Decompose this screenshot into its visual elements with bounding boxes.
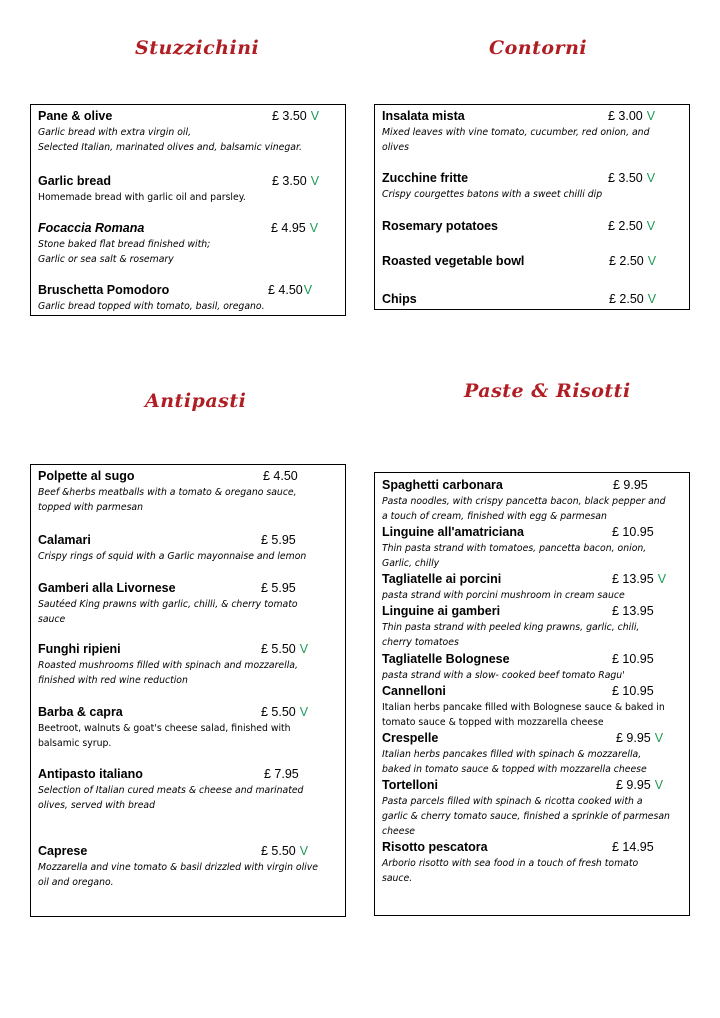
item-price: £ 3.50 V xyxy=(272,174,320,188)
item-name: Roasted vegetable bowl xyxy=(382,254,525,268)
vegetarian-mark: V xyxy=(646,109,656,123)
vegetarian-mark: V xyxy=(646,219,656,233)
item-description: Italian herbs pancake filled with Bolognese sauce & baked in tomato sauce & topped with mozzarella cheese xyxy=(382,702,665,728)
item-name: Calamari xyxy=(38,533,91,547)
menu-item xyxy=(382,291,683,307)
item-price: £ 4.95 V xyxy=(271,221,319,235)
menu-item xyxy=(382,839,683,886)
vegetarian-mark: V xyxy=(310,109,320,123)
item-description: pasta strand with a slow- cooked beef tomato Ragu' xyxy=(382,670,625,681)
item-price: £ 14.95 xyxy=(612,840,654,854)
item-price: £ 2.50 V xyxy=(609,292,657,306)
menu-item xyxy=(382,170,683,202)
item-name: Gamberi alla Livornese xyxy=(38,581,176,595)
item-description: Crispy courgettes batons with a sweet chilli dip xyxy=(382,189,603,200)
menu-item xyxy=(382,777,683,839)
item-name: Barba & capra xyxy=(38,705,123,719)
item-description: Mozzarella and vine tomato & basil drizzled with virgin olive oil and oregano. xyxy=(38,862,318,889)
item-price: £ 5.50 V xyxy=(261,844,309,858)
menu-item xyxy=(38,282,339,314)
vegetarian-mark: V xyxy=(647,292,657,306)
item-name: Chips xyxy=(382,292,417,306)
item-price: £ 13.95 xyxy=(612,604,654,618)
item-description: Sautéed King prawns with garlic, chilli, & cherry tomato sauce xyxy=(38,599,298,626)
menu-item xyxy=(382,218,683,234)
menu-item xyxy=(382,571,683,603)
item-name: Tagliatelle Bolognese xyxy=(382,652,510,666)
menu-item xyxy=(38,468,339,516)
menu-item xyxy=(38,173,339,205)
item-description: Beetroot, walnuts & goat's cheese salad, finished with balsamic syrup. xyxy=(38,723,291,750)
item-description: Garlic bread topped with tomato, basil, oregano. xyxy=(38,301,265,312)
item-description: Thin pasta strand with tomatoes, pancetta bacon, onion, Garlic, chilly xyxy=(382,543,647,569)
item-price: £ 5.95 xyxy=(261,533,296,547)
item-description: pasta strand with porcini mushroom in cream sauce xyxy=(382,590,625,601)
item-name: Risotto pescatora xyxy=(382,840,488,854)
item-price: £ 10.95 xyxy=(612,684,654,698)
item-name: Cannelloni xyxy=(382,684,446,698)
item-name: Spaghetti carbonara xyxy=(382,478,503,492)
item-name: Insalata mista xyxy=(382,109,465,123)
vegetarian-mark: V xyxy=(647,254,657,268)
menu-item xyxy=(38,220,339,268)
item-price: £ 2.50 V xyxy=(608,219,656,233)
item-price: £ 10.95 xyxy=(612,525,654,539)
item-name: Tagliatelle ai porcini xyxy=(382,572,502,586)
menu-item xyxy=(382,524,683,571)
item-description: Garlic bread with extra virgin oil, Selected Italian, marinated olives and, balsamic vinegar. xyxy=(38,127,302,154)
stuzzichini-menu-box xyxy=(30,104,346,316)
vegetarian-mark: V xyxy=(303,283,313,297)
item-description: Pasta parcels filled with spinach & ricotta cooked with a garlic & cherry tomato sauce, finished a sprinkle of parmesan cheese xyxy=(382,796,670,837)
menu-item xyxy=(382,108,683,156)
menu-item xyxy=(382,253,683,269)
vegetarian-mark: V xyxy=(654,778,664,792)
vegetarian-mark: V xyxy=(299,642,309,656)
menu-item xyxy=(38,704,339,752)
item-name: Funghi ripieni xyxy=(38,642,121,656)
item-price: £ 3.50 V xyxy=(272,109,320,123)
item-description: Beef &herbs meatballs with a tomato & oregano sauce, topped with parmesan xyxy=(38,487,297,514)
vegetarian-mark: V xyxy=(299,705,309,719)
item-price: £ 9.95 xyxy=(613,478,648,492)
item-name: Crespelle xyxy=(382,731,439,745)
menu-item xyxy=(382,730,683,777)
item-description: Selection of Italian cured meats & cheese and marinated olives, served with bread xyxy=(38,785,304,812)
item-price: £ 4.50 xyxy=(263,469,298,483)
menu-item xyxy=(382,683,683,730)
item-price: £ 10.95 xyxy=(612,652,654,666)
item-name: Zucchine fritte xyxy=(382,171,469,185)
stuzzichini-heading: Stuzzichini xyxy=(135,37,260,59)
item-name: Polpette al sugo xyxy=(38,469,135,483)
item-name: Focaccia Romana xyxy=(38,221,145,235)
item-name: Garlic bread xyxy=(38,174,111,188)
item-price: £ 5.50 V xyxy=(261,642,309,656)
item-price: £ 9.95 V xyxy=(616,731,664,745)
menu-item xyxy=(382,603,683,650)
menu-item xyxy=(382,477,683,524)
menu-item xyxy=(38,843,339,891)
item-price: £ 9.95 V xyxy=(616,778,664,792)
vegetarian-mark: V xyxy=(299,844,309,858)
item-description: Arborio risotto with sea food in a touch of fresh tomato sauce. xyxy=(382,858,639,884)
paste-risotti-heading: Paste & Risotti xyxy=(464,380,631,402)
item-name: Linguine all'amatriciana xyxy=(382,525,524,539)
item-name: Bruschetta Pomodoro xyxy=(38,283,170,297)
item-price: £ 3.00 V xyxy=(608,109,656,123)
vegetarian-mark: V xyxy=(646,171,656,185)
item-description: Crispy rings of squid with a Garlic mayonnaise and lemon xyxy=(38,551,307,562)
menu-item xyxy=(382,651,683,683)
item-name: Tortelloni xyxy=(382,778,439,792)
vegetarian-mark: V xyxy=(654,731,664,745)
item-description: Stone baked flat bread finished with; Garlic or sea salt & rosemary xyxy=(38,239,211,266)
menu-item xyxy=(38,532,339,564)
item-price: £ 5.95 xyxy=(261,581,296,595)
antipasti-menu-box xyxy=(30,464,346,917)
item-price: £ 7.95 xyxy=(264,767,299,781)
item-price: £ 2.50 V xyxy=(609,254,657,268)
item-description: Italian herbs pancakes filled with spinach & mozzarella, baked in tomato sauce & topped with mozzarella cheese xyxy=(382,749,647,775)
item-description: Mixed leaves with vine tomato, cucumber, red onion, and olives xyxy=(382,127,650,154)
menu-item xyxy=(38,766,339,814)
menu-item xyxy=(38,580,339,628)
menu-item xyxy=(38,108,339,156)
item-description: Roasted mushrooms filled with spinach and mozzarella, finished with red wine reduction xyxy=(38,660,298,687)
item-description: Thin pasta strand with peeled king prawns, garlic, chili, cherry tomatoes xyxy=(382,622,640,648)
item-name: Antipasto italiano xyxy=(38,767,143,781)
item-price: £ 13.95 V xyxy=(612,572,667,586)
paste-risotti-menu-box xyxy=(374,472,690,916)
vegetarian-mark: V xyxy=(310,174,320,188)
item-name: Linguine ai gamberi xyxy=(382,604,501,618)
item-price: £ 3.50 V xyxy=(608,171,656,185)
item-name: Caprese xyxy=(38,844,88,858)
item-description: Homemade bread with garlic oil and parsley. xyxy=(38,192,246,203)
item-name: Pane & olive xyxy=(38,109,113,123)
contorni-menu-box xyxy=(374,104,690,310)
item-price: £ 4.50V xyxy=(268,283,313,297)
item-price: £ 5.50 V xyxy=(261,705,309,719)
vegetarian-mark: V xyxy=(657,572,667,586)
vegetarian-mark: V xyxy=(309,221,319,235)
item-description: Pasta noodles, with crispy pancetta bacon, black pepper and a touch of cream, finished with egg & parmesan xyxy=(382,496,666,522)
antipasti-heading: Antipasti xyxy=(145,390,247,412)
contorni-heading: Contorni xyxy=(489,37,588,59)
item-name: Rosemary potatoes xyxy=(382,219,499,233)
menu-item xyxy=(38,641,339,689)
